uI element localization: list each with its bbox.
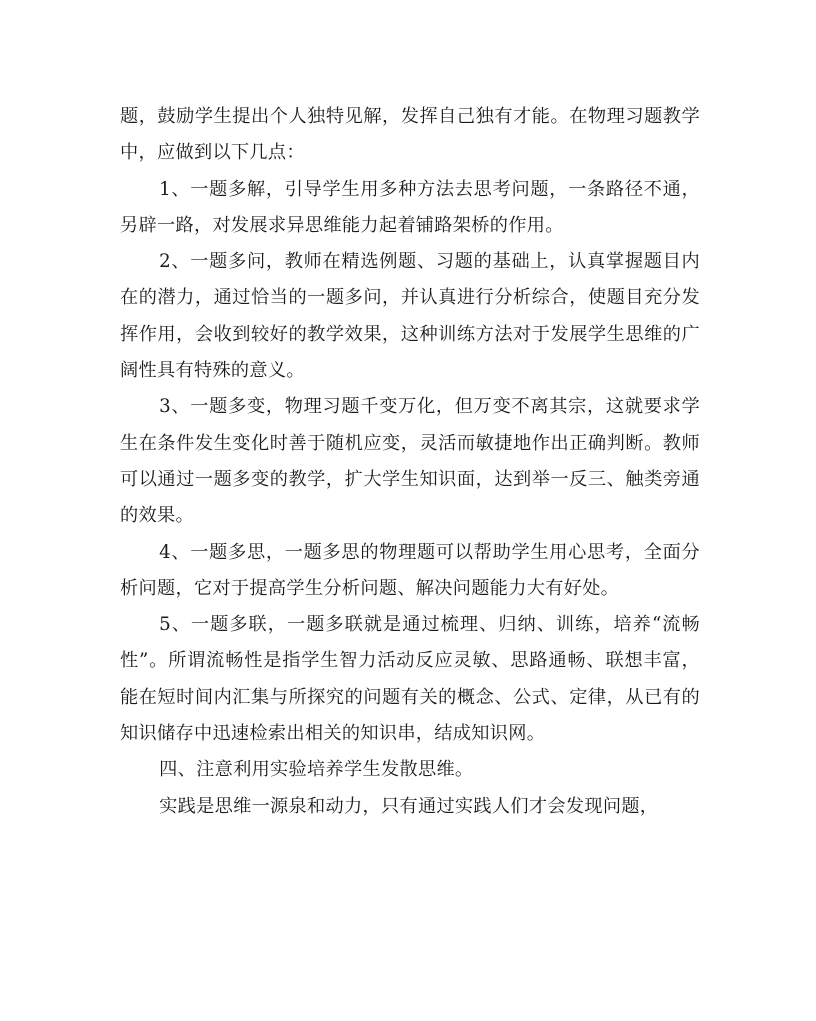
paragraph-item-1: 1、一题多解，引导学生用多种方法去思考问题，一条路径不通，另辟一路，对发展求异思维能力起着铺路架桥的作用。	[120, 178, 700, 236]
section-heading-four: 四、注意利用实验培养学生发散思维。	[159, 759, 474, 781]
paragraph-item-5: 5、一题多联，一题多联就是通过梳理、归纳、训练，培养“流畅性”。所谓流畅性是指学生智力活动反应灵敏、思路通畅、联想丰富，能在短时间内汇集与所探究的问题有关的概念、公式、定律，从已有的知识储存中迅速检索出相关的知识串，结成知识网。	[120, 614, 700, 745]
paragraph-intro-continuation: 题，鼓励学生提出个人独特见解，发挥自己独有才能。在物理习题教学中，应做到以下几点：	[120, 106, 700, 164]
paragraph-practice: 实践是思维一源泉和动力，只有通过实践人们才会发现问题，	[159, 795, 659, 817]
paragraph-item-2: 2、一题多问，教师在精选例题、习题的基础上，认真掌握题目内在的潜力，通过恰当的一题多问，并认真进行分析综合，使题目充分发挥作用，会收到较好的教学效果，这种训练方法对于发展学生思维的广阔性具有特殊的意义。	[120, 251, 700, 382]
body-text	[120, 99, 700, 825]
paragraph-item-3: 3、一题多变，物理习题千变万化，但万变不离其宗，这就要求学生在条件发生变化时善于随机应变，灵活而敏捷地作出正确判断。教师可以通过一题多变的教学，扩大学生知识面，达到举一反三、触类旁通的效果。	[120, 396, 700, 527]
paragraph-item-4: 4、一题多思，一题多思的物理题可以帮助学生用心思考，全面分析问题，它对于提高学生分析问题、解决问题能力大有好处。	[120, 541, 700, 599]
